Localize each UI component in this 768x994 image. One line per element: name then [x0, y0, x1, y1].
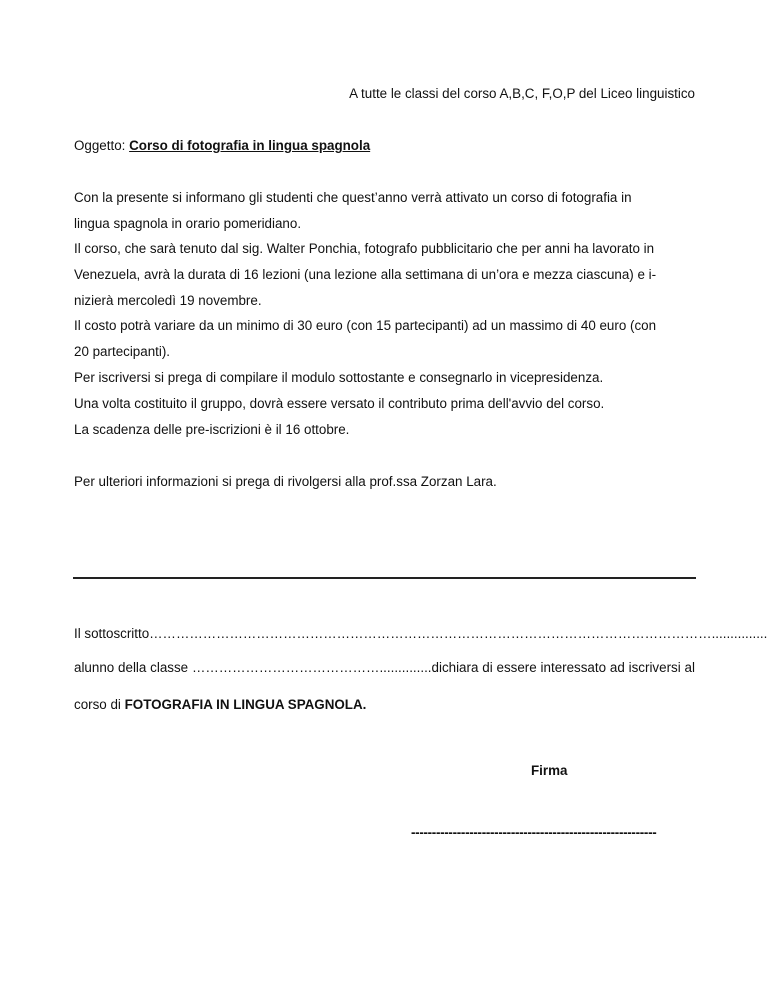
signature-label: Firma	[531, 763, 568, 778]
class-word: essere	[496, 660, 537, 675]
subject-label: Oggetto:	[74, 138, 126, 153]
course-prefix: corso di	[74, 697, 125, 712]
class-word: della	[118, 660, 147, 675]
signed-field-line[interactable]: Il sottoscritto………………………………………………………………………………………………………………...............	[74, 626, 768, 641]
class-word: iscriversi	[628, 660, 681, 675]
class-word: alunno	[74, 660, 115, 675]
class-input-dots[interactable]: ……………………………………..............dichiara	[191, 660, 479, 675]
body-line-6: Il costo potrà variare da un minimo di 30 euro (con 15 partecipanti) ad un massimo di 40 euro (con	[74, 318, 657, 333]
class-word: classe	[150, 660, 189, 675]
body-line-4: Venezuela, avrà la durata di 16 lezioni (una lezione alla settimana di un’ora e mezza ciascuna) e i-	[74, 267, 657, 282]
body-line-10: La scadenza delle pre-iscrizioni è il 16 ottobre.	[74, 422, 350, 437]
body-line-7: 20 partecipanti).	[74, 344, 171, 359]
body-line-5: nizierà mercoledì 19 novembre.	[74, 293, 262, 308]
subject-line	[74, 138, 370, 153]
class-field-line[interactable]	[74, 660, 695, 675]
body-line-2: lingua spagnola in orario pomeridiano.	[74, 216, 302, 231]
info-line: Per ulteriori informazioni si prega di rivolgersi alla prof.ssa Zorzan Lara.	[74, 474, 497, 489]
class-word: interessato	[540, 660, 607, 675]
class-word: di	[482, 660, 493, 675]
body-line-8: Per iscriversi si prega di compilare il modulo sottostante e consegnarlo in vicepresidenza.	[74, 370, 604, 385]
body-line-3: Il corso, che sarà tenuto dal sig. Walter Ponchia, fotografo pubblicitario che per anni ha lavorato in	[74, 241, 655, 256]
separator-rule	[73, 577, 696, 579]
class-word: ad	[609, 660, 625, 675]
subject-title: Corso di fotografia in lingua spagnola	[129, 138, 371, 153]
recipients-line: A tutte le classi del corso A,B,C, F,O,P del Liceo linguistico	[349, 86, 695, 101]
course-line	[74, 697, 366, 712]
signature-line[interactable]: -----------------------------------------------------------	[411, 825, 657, 840]
class-word: al	[684, 660, 695, 675]
course-name: FOTOGRAFIA IN LINGUA SPAGNOLA.	[124, 697, 367, 712]
body-line-9: Una volta costituito il gruppo, dovrà essere versato il contributo prima dell'avvio del corso.	[74, 396, 605, 411]
body-line-1: Con la presente si informano gli studenti che quest’anno verrà attivato un corso di fotografia in	[74, 190, 632, 205]
